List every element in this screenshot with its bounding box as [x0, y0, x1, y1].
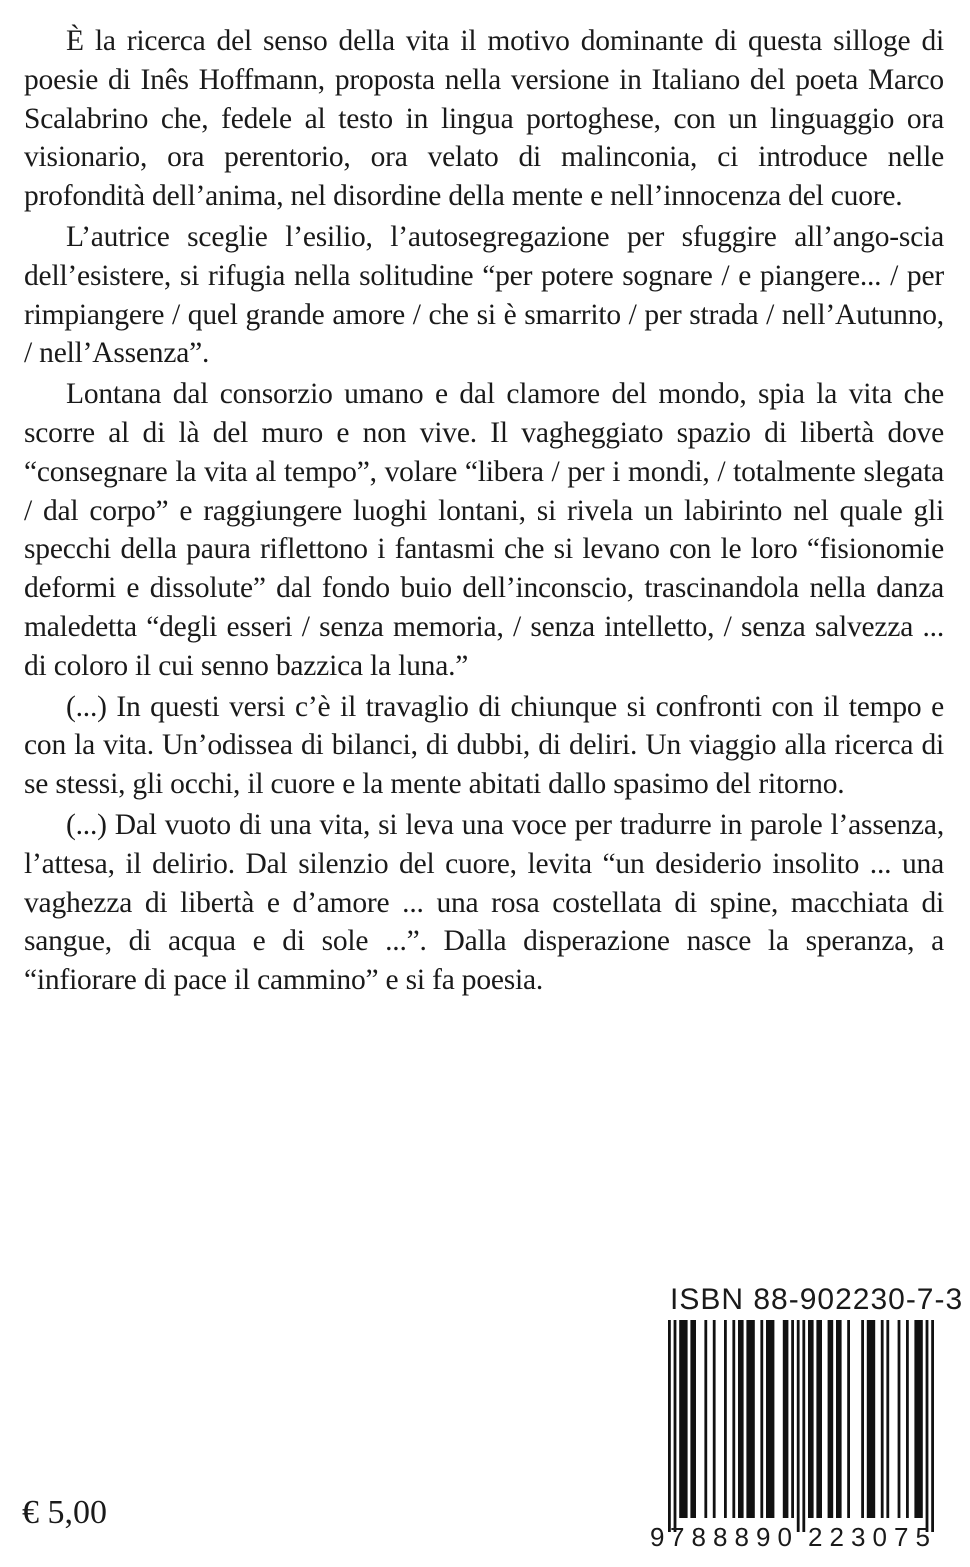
barcode-bar	[679, 1320, 687, 1518]
barcode-bar	[836, 1320, 842, 1518]
blurb-paragraph-3: Lontana dal consorzio umano e dal clamore del mondo, spia la vita che scorre al di là del muro e non vive. Il vagheggiato spazio di libertà dove “consegnare la vita al tempo”, volare “libera / per i mondi, / totalmente slegata / dal corpo” e raggiungere luoghi lontani, si rivela un labirinto nel quale gli specchi della paura riflettono i fantasmi che si levano con le loro “fisionomie deformi e dissolute” dal fondo buio dell’inconscio, trascinandola nella danza maledetta “degli esseri / senza memoria, / senza intelletto, / senza salvezza ... di coloro il cui senno bazzica la luna.”	[24, 378, 944, 682]
barcode-bars	[668, 1320, 934, 1532]
barcode-bar	[797, 1320, 800, 1532]
barcode-bar	[766, 1320, 774, 1518]
price-label: € 5,00	[22, 1494, 107, 1531]
blurb-paragraph-5: (...) Dal vuoto di una vita, si leva una voce per tradurre in parole l’assenza, l’attesa, il delirio. Dal silenzio del cuore, levita “un desiderio insolito ... una vaghezza di libertà e d’amore ... una rosa costellata di spine, macchiata di sangue, di acqua e di sole ...”. Dalla disperazione nasce la speranza, a “infiorare di pace il cammino” e si fa poesia.	[24, 808, 944, 997]
barcode-bar	[828, 1320, 834, 1518]
isbn-label: ISBN 88-902230-7-3	[670, 1283, 964, 1316]
barcode-bar	[816, 1320, 822, 1518]
barcode-bar	[674, 1320, 677, 1532]
barcode-bar	[783, 1320, 789, 1518]
barcode-bar	[861, 1320, 864, 1518]
barcode-graphic	[650, 1320, 952, 1550]
barcode-bar	[867, 1320, 875, 1518]
barcode-bar	[760, 1320, 763, 1518]
isbn-barcode	[650, 1320, 952, 1550]
barcode-bar	[713, 1320, 716, 1518]
barcode-bar	[724, 1320, 727, 1518]
barcode-bar	[732, 1320, 735, 1518]
barcode-bar	[926, 1320, 929, 1532]
blurb-paragraph-4: (...) In questi versi c’è il travaglio di chiunque si confronti con il tempo e con la vita. Un’odissea di bilanci, di dubbi, di deliri. Un viaggio alla ricerca di se stessi, gli occhi, il cuore e la mente abitati dallo spasimo del ritorno.	[24, 690, 944, 801]
barcode-bar	[898, 1320, 901, 1518]
barcode-digit-first: 9	[650, 1522, 665, 1550]
barcode-digits-right: 223075	[808, 1522, 930, 1550]
barcode-bar	[668, 1320, 671, 1532]
barcode-bar	[906, 1320, 909, 1518]
barcode-bar	[746, 1320, 754, 1518]
barcode-bar	[738, 1320, 744, 1518]
barcode-bar	[802, 1320, 805, 1532]
barcode-bar	[847, 1320, 850, 1518]
barcode-bar	[881, 1320, 884, 1518]
barcode-bar	[808, 1320, 814, 1518]
barcode-bar	[690, 1320, 696, 1518]
barcode-bar	[791, 1320, 794, 1518]
back-cover-blurb	[24, 22, 944, 1002]
barcode-bar	[914, 1320, 922, 1518]
blurb-paragraph-2: L’autrice sceglie l’esilio, l’autosegregazione per sfuggire all’ango-scia dell’esistere, si rifugia nella solitudine “per potere sognare / e piangere... / per rimpiangere / quel grande amore / che si è smarrito / per strada / nell’Autunno, / nell’Assenza”.	[24, 220, 944, 370]
blurb-paragraph-1: È la ricerca del senso della vita il motivo dominante di questa silloge di poesie di Inês Hoffmann, proposta nella versione in Italiano del poeta Marco Scalabrino che, fedele al testo in lingua portoghese, con un linguaggio ora visionario, ora perentorio, ora velato di malinconia, ci introduce nelle profondità dell’anima, nel disordine della mente e nell’innocenza del cuore.	[24, 25, 944, 213]
barcode-bar	[704, 1320, 707, 1518]
barcode-bar	[886, 1320, 889, 1518]
barcode-bar	[931, 1320, 934, 1532]
barcode-digits-left: 788890	[670, 1522, 792, 1550]
